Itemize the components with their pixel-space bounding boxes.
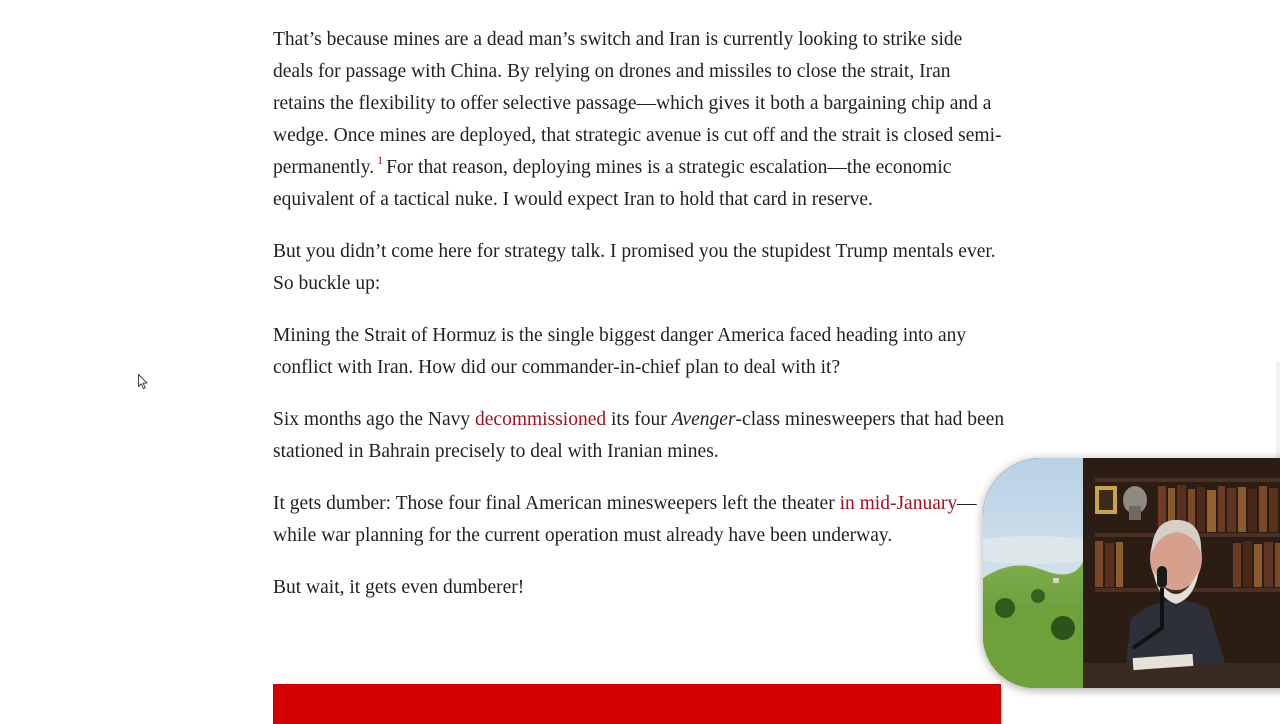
paragraph-hormuz-danger: Mining the Strait of Hormuz is the single biggest danger America faced heading into any conflict with Iran. How did our commander-in-chief plan to deal with it? bbox=[273, 325, 967, 378]
avenger-italic: Avenger bbox=[671, 409, 736, 430]
decommissioned-link[interactable]: decommissioned bbox=[475, 409, 607, 430]
paragraph-strategy-talk: But you didn’t come here for strategy talk. I promised you the stupidest Trump mentals ever. So buckle up: bbox=[273, 241, 996, 294]
paragraph-decommissioned bbox=[273, 404, 1005, 468]
mouse-pointer-icon bbox=[138, 374, 148, 390]
paragraph-text: Six months ago the Navy bbox=[273, 409, 476, 430]
paragraph-text: its four bbox=[606, 409, 672, 430]
paragraph-text: That’s because mines are a dead man’s switch and Iran is currently looking to strike side deals for passage with China. By relying on drones and missiles to close the strait, Iran retains the flexibility to offer selective passage—which gives it both a bargaining chip and a wedge. Once mines are deployed, that strategic avenue is cut off and the strait is closed semi-permanently. bbox=[273, 29, 1002, 178]
mid-january-link[interactable]: in mid-January bbox=[839, 493, 958, 514]
paragraph-text: -class minesweepers that had been stationed in Bahrain precisely to deal with Iranian mines. bbox=[273, 409, 1005, 462]
footnote-link[interactable]: 1 bbox=[377, 153, 384, 167]
video-overlay[interactable] bbox=[983, 458, 1280, 688]
red-banner[interactable] bbox=[273, 684, 1001, 724]
paragraph-text: It gets dumber: Those four final American minesweepers left the theater bbox=[273, 493, 840, 514]
paragraph-dumberer: But wait, it gets even dumberer! bbox=[273, 577, 525, 598]
article-body bbox=[273, 24, 1005, 624]
paragraph-text: For that reason, deploying mines is a strategic escalation—the economic equivalent of a tactical nuke. I would expect Iran to hold that card in reserve. bbox=[273, 157, 952, 210]
paragraph-text: —while war planning for the current operation must already have been underway. bbox=[273, 493, 977, 546]
paragraph-mines-switch bbox=[273, 24, 1005, 216]
paragraph-dumber bbox=[273, 488, 1005, 552]
scrollbar[interactable] bbox=[1276, 362, 1280, 472]
video-frame bbox=[983, 458, 1280, 688]
